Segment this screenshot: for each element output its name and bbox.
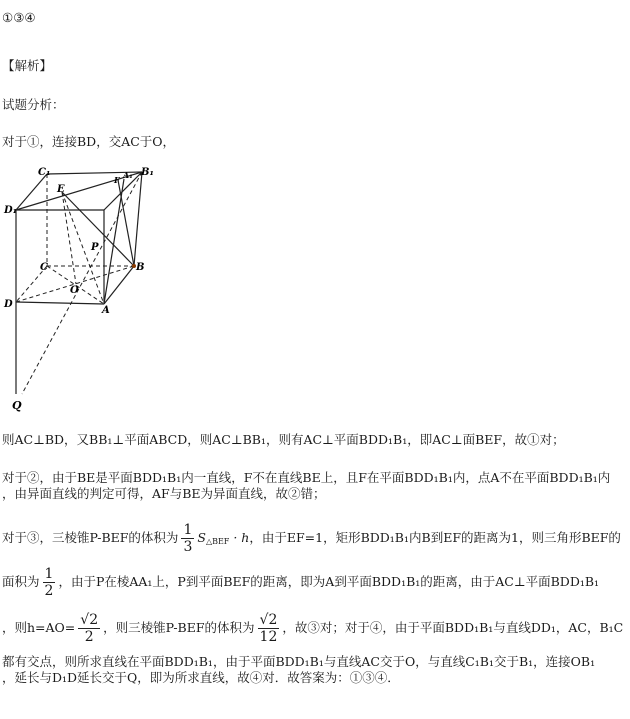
paragraph-7: 都有交点，则所求直线在平面BDD₁B₁，由于平面BDD₁B₁与直线AC交于O，与直线C₁B₁交于B₁，连接OB₁ bbox=[2, 654, 596, 669]
paragraph-6 bbox=[2, 612, 623, 645]
label-e: E bbox=[57, 184, 65, 195]
analysis-heading: 【解析】 bbox=[2, 58, 53, 73]
p4-post: ，由于EF=1，矩形BDD₁B₁内B到EF的距离为1，则三角形BEF的 bbox=[249, 530, 621, 545]
p5-post: ，由于P在棱AA₁上，P到平面BEF的距离，即为A到平面BDD₁B₁的距离，由于AC⊥平面BDD₁B₁ bbox=[58, 574, 600, 589]
answer-line: ①③④ bbox=[2, 10, 36, 25]
p6-mid: ，则三棱锥P-BEF的体积为 bbox=[103, 620, 255, 635]
label-a: A bbox=[102, 305, 110, 316]
paragraph-5 bbox=[2, 566, 599, 599]
frac-den: 2 bbox=[44, 583, 54, 599]
frac-den: 12 bbox=[259, 629, 278, 645]
frac-num: 1 bbox=[44, 566, 54, 582]
fraction-sqrt2-over-12 bbox=[258, 612, 280, 645]
frac-num: 1 bbox=[183, 522, 193, 538]
label-d: D bbox=[4, 299, 13, 310]
p6-pre: ，则h=AO= bbox=[2, 620, 76, 635]
intro-text: 试题分析： bbox=[2, 97, 65, 112]
label-a1: A₁ bbox=[123, 170, 133, 180]
frac-den: 3 bbox=[183, 539, 193, 555]
label-f: F bbox=[114, 175, 120, 185]
p4-pre: 对于③，三棱锥P-BEF的体积为 bbox=[2, 530, 179, 545]
label-o: O bbox=[70, 285, 79, 296]
p5-pre: 面积为 bbox=[2, 574, 40, 589]
s-symbol: S bbox=[197, 530, 206, 545]
label-p: P bbox=[91, 242, 99, 253]
paragraph-8: ，延长与D₁D延长交于Q，即为所求直线，故④对．故答案为：①③④． bbox=[2, 670, 400, 685]
p6-post: ，故③对；对于④，由于平面BDD₁B₁与直线DD₁，AC，B₁C bbox=[282, 620, 624, 635]
paragraph-4 bbox=[2, 522, 621, 555]
paragraph-1: 对于①，连接BD，交AC于O， bbox=[2, 134, 176, 149]
label-q: Q bbox=[12, 399, 22, 412]
paragraph-3a: 对于②，由于BE是平面BDD₁B₁内一直线，F不在直线BE上，且F在平面BDD₁B₁内，点A不在平面BDD₁B₁内 bbox=[2, 470, 611, 485]
label-c1: C₁ bbox=[38, 167, 51, 178]
cube-diagram bbox=[0, 162, 160, 412]
fraction-one-third bbox=[181, 522, 194, 555]
frac-den: 2 bbox=[84, 629, 94, 645]
paragraph-3b: ，由异面直线的判定可得，AF与BE为异面直线，故②错； bbox=[2, 486, 326, 501]
fraction-sqrt2-over-2 bbox=[78, 612, 100, 645]
fraction-one-half bbox=[43, 566, 56, 599]
label-b1: B₁ bbox=[141, 167, 154, 178]
s-subscript: △BEF bbox=[205, 537, 230, 546]
label-d1: D₁ bbox=[4, 205, 18, 216]
frac-num: √2 bbox=[259, 612, 278, 628]
dot-h: · h bbox=[233, 530, 250, 545]
paragraph-2: 则AC⊥BD，又BB₁⊥平面ABCD，则AC⊥BB₁，则有AC⊥平面BDD₁B₁，即AC⊥面BEF，故①对； bbox=[2, 432, 565, 447]
label-c: C bbox=[40, 262, 48, 273]
label-b: B bbox=[136, 262, 145, 273]
frac-num: √2 bbox=[80, 612, 99, 628]
